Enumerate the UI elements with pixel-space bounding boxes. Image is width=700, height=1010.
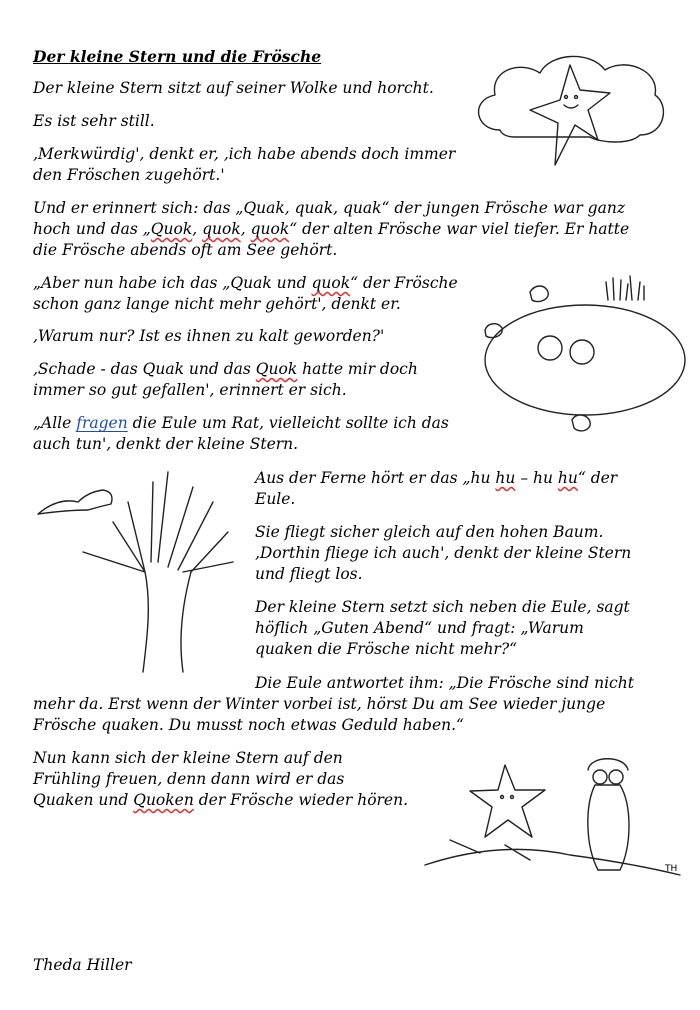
p9-line-1-mid: – hu — [515, 469, 558, 487]
spell-word-quok-4: quok — [311, 274, 351, 292]
star-eye-2-left — [501, 796, 504, 799]
star-shape-2 — [470, 765, 545, 837]
p5-line-2: schon ganz lange nicht mehr gehört', denkt er. — [33, 295, 401, 313]
p4-line-2-end: “ der alten Frösche war viel tiefer. Er hatte — [289, 220, 630, 238]
p10-line-2: ‚Dorthin fliege ich auch', denkt der kleine Stern — [255, 544, 632, 562]
p5-line-1-end: “ der Frösche — [350, 274, 458, 292]
p4-line-1: Und er erinnert sich: das „Quak, quak, quak“ der jungen Frösche war ganz — [33, 199, 625, 217]
p13-line-3-start: Quaken und — [33, 791, 134, 809]
frog-top — [530, 286, 548, 302]
paragraph-13 — [33, 748, 408, 811]
paragraph-1: Der kleine Stern sitzt auf seiner Wolke und horcht. — [33, 79, 434, 97]
p13-line-1: Nun kann sich der kleine Stern auf den — [33, 749, 343, 767]
pond-with-frogs-illustration — [480, 270, 690, 455]
owl-head — [588, 759, 628, 770]
star-and-owl-on-branch-illustration — [420, 745, 685, 905]
star-smile — [564, 105, 578, 108]
paragraph-12 — [33, 673, 634, 736]
lily-pad-right — [570, 340, 594, 364]
p3-line-1: ‚Merkwürdig', denkt er, ‚ich habe abends doch immer — [33, 145, 456, 163]
spell-word-quok-1: Quok — [150, 220, 193, 238]
owl-eye-left — [593, 770, 607, 784]
paragraph-11 — [255, 597, 630, 660]
star-on-cloud-illustration — [470, 45, 670, 175]
grammar-word-fragen: fragen — [76, 414, 128, 432]
tree-with-owl-illustration — [33, 462, 248, 677]
p10-line-3: und fliegt los. — [255, 565, 363, 583]
p4-line-3: die Frösche abends oft am See gehört. — [33, 241, 338, 259]
paragraph-5 — [33, 273, 458, 315]
spell-word-quok-2: quok — [202, 220, 241, 238]
p8-line-1-start: „Alle — [33, 414, 77, 432]
p10-line-1: Sie fliegt sicher gleich auf den hohen Baum. — [255, 523, 604, 541]
branch — [425, 840, 680, 875]
p7-line-1-end: hatte mir doch — [297, 360, 418, 378]
p9-line-2: Eule. — [255, 490, 296, 508]
star-eye-right — [575, 96, 578, 99]
tree-branches — [83, 472, 233, 572]
p8-line-1-end: die Eule um Rat, vielleicht sollte ich das — [127, 414, 449, 432]
owl-body — [588, 785, 629, 870]
p9-line-1-start: Aus der Ferne hört er das „hu — [255, 469, 496, 487]
p7-line-1-start: ‚Schade - das Quak und das — [33, 360, 256, 378]
paragraph-10 — [255, 522, 631, 585]
p4-comma-2: , — [240, 220, 251, 238]
reeds — [606, 276, 644, 300]
paragraph-4 — [33, 198, 629, 261]
paragraph-2: Es ist sehr still. — [33, 112, 155, 130]
p12-line-1: Die Eule antwortet ihm: „Die Frösche sind nicht — [255, 674, 634, 692]
p9-line-1-end: “ der — [577, 469, 618, 487]
p12-line-2: mehr da. Erst wenn der Winter vorbei ist, hörst Du am See wieder junge — [33, 695, 606, 713]
p4-comma-1: , — [192, 220, 203, 238]
paragraph-6: ‚Warum nur? Ist es ihnen zu kalt geworden?' — [33, 327, 385, 345]
star-eye-2-right — [511, 796, 514, 799]
spell-word-quok-3: quok — [250, 220, 290, 238]
p12-line-3: Frösche quaken. Du musst noch etwas Geduld haben.“ — [33, 716, 464, 734]
owl-wing — [38, 490, 112, 514]
p7-line-2: immer so gut gefallen', erinnert er sich. — [33, 381, 347, 399]
p8-line-2: auch tun', denkt der kleine Stern. — [33, 435, 299, 453]
p11-line-2: höflich „Guten Abend“ und fragt: „Warum — [255, 619, 584, 637]
spell-word-hu-2: hu — [557, 469, 578, 487]
p11-line-1: Der kleine Stern setzt sich neben die Eule, sagt — [255, 598, 630, 616]
p13-line-2: Frühling freuen, denn dann wird er das — [33, 770, 345, 788]
owl-eye-right — [609, 770, 623, 784]
paragraph-9 — [255, 468, 617, 510]
p3-line-2: den Fröschen zugehört.' — [33, 166, 225, 184]
story-title: Der kleine Stern und die Frösche — [33, 47, 322, 66]
tree-trunk — [143, 572, 191, 672]
author-name: Theda Hiller — [33, 956, 132, 974]
p11-line-3: quaken die Frösche nicht mehr?“ — [255, 640, 518, 658]
spell-word-hu-1: hu — [495, 469, 516, 487]
frog-bottom — [572, 415, 590, 431]
paragraph-8 — [33, 413, 449, 455]
illustrator-initials: TH — [665, 864, 678, 874]
p4-line-2-start: hoch und das „ — [33, 220, 151, 238]
pond-outline — [485, 305, 685, 415]
paragraph-7 — [33, 359, 418, 401]
star-eye-left — [565, 96, 568, 99]
spell-word-quok-5: Quok — [255, 360, 298, 378]
p5-line-1-start: „Aber nun habe ich das „Quak und — [33, 274, 312, 292]
p13-line-3-end: der Frösche wieder hören. — [193, 791, 409, 809]
lily-pad-left — [538, 336, 562, 360]
star-shape — [530, 65, 610, 165]
spell-word-quoken: Quoken — [133, 791, 194, 809]
paragraph-3 — [33, 144, 455, 186]
